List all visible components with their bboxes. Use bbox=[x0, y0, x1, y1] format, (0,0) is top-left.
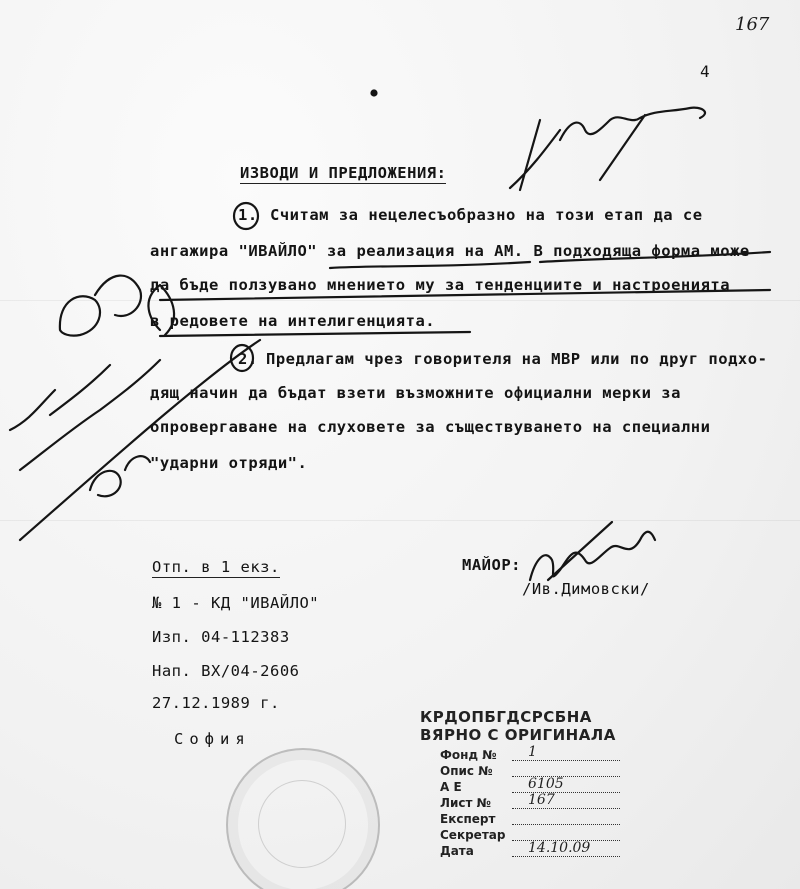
ink-underline bbox=[160, 332, 470, 336]
signature bbox=[530, 532, 655, 580]
stamp-field-label: Дата bbox=[440, 844, 474, 858]
stamp-field-label: Експерт bbox=[440, 812, 496, 826]
stamp-field-value: 1 bbox=[528, 744, 537, 760]
margin-initials bbox=[90, 456, 150, 496]
paragraph1-line: ангажира "ИВАЙЛО" за реализация на АМ. В подходяща форма може bbox=[150, 242, 750, 260]
paragraph2-line: "ударни отряди". bbox=[150, 454, 308, 472]
paragraph2-line: опровергаване на слуховете за съществуването на специални bbox=[150, 418, 711, 436]
recipient-note: № 1 - КД "ИВАЙЛО" bbox=[152, 594, 320, 612]
stamp-line1: КРДОПБГДСРСБНА bbox=[420, 708, 592, 726]
official-seal bbox=[226, 748, 380, 889]
stamp-field bbox=[440, 744, 620, 762]
paper-crease bbox=[0, 300, 800, 301]
paragraph1-number: 1. bbox=[238, 206, 258, 224]
signature-stroke bbox=[548, 522, 612, 580]
city: София bbox=[174, 730, 251, 748]
copies-note: Отп. в 1 екз. bbox=[152, 558, 280, 576]
stamp-field-label: Фонд № bbox=[440, 748, 497, 762]
signer-rank: МАЙОР: bbox=[462, 556, 521, 574]
paragraph1-line: да бъде ползувано мнението му за тенденциите и настроенията bbox=[150, 276, 731, 294]
stamp-field-label: А Е bbox=[440, 780, 462, 794]
stamp-field bbox=[440, 840, 620, 858]
executor-note: Изп. 04-112383 bbox=[152, 628, 290, 646]
stamp-field-value: 167 bbox=[528, 792, 555, 808]
page-number: 4 bbox=[700, 62, 711, 81]
archive-stamp bbox=[420, 708, 630, 868]
stamp-field-label: Лист № bbox=[440, 796, 492, 810]
stamp-field bbox=[440, 792, 620, 810]
section-heading: ИЗВОДИ И ПРЕДЛОЖЕНИЯ: bbox=[240, 164, 447, 182]
paper-crease bbox=[0, 520, 800, 521]
margin-note bbox=[10, 360, 160, 470]
stamp-field bbox=[440, 812, 620, 826]
signer-name: /Ив.Димовски/ bbox=[522, 580, 650, 598]
paragraph1-line: в редовете на интелигенцията. bbox=[150, 312, 436, 330]
stamp-field-value: 6105 bbox=[528, 776, 564, 792]
paragraph2-number: 2. bbox=[238, 350, 258, 368]
folio-number: 167 bbox=[735, 14, 770, 35]
paragraph2-line: дящ начин да бъдат взети възможните официални мерки за bbox=[150, 384, 681, 402]
stamp-field-label: Опис № bbox=[440, 764, 493, 778]
stamp-line2: ВЯРНО С ОРИГИНАЛА bbox=[420, 726, 616, 744]
paragraph2-line: Предлагам чрез говорителя на МВР или по друг подхо- bbox=[266, 350, 768, 368]
document-date: 27.12.1989 г. bbox=[152, 694, 280, 712]
stamp-field-value: 14.10.09 bbox=[528, 840, 591, 856]
margin-scrawl bbox=[60, 276, 141, 336]
typed-note: Нап. ВХ/04-2606 bbox=[152, 662, 300, 680]
stamp-field-label: Секретар bbox=[440, 828, 506, 842]
ink-dot bbox=[372, 91, 377, 96]
resolution-scrawl bbox=[510, 108, 705, 190]
paragraph1-line: Считам за нецелесъобразно на този етап да се bbox=[270, 206, 703, 224]
margin-stroke bbox=[20, 340, 260, 540]
